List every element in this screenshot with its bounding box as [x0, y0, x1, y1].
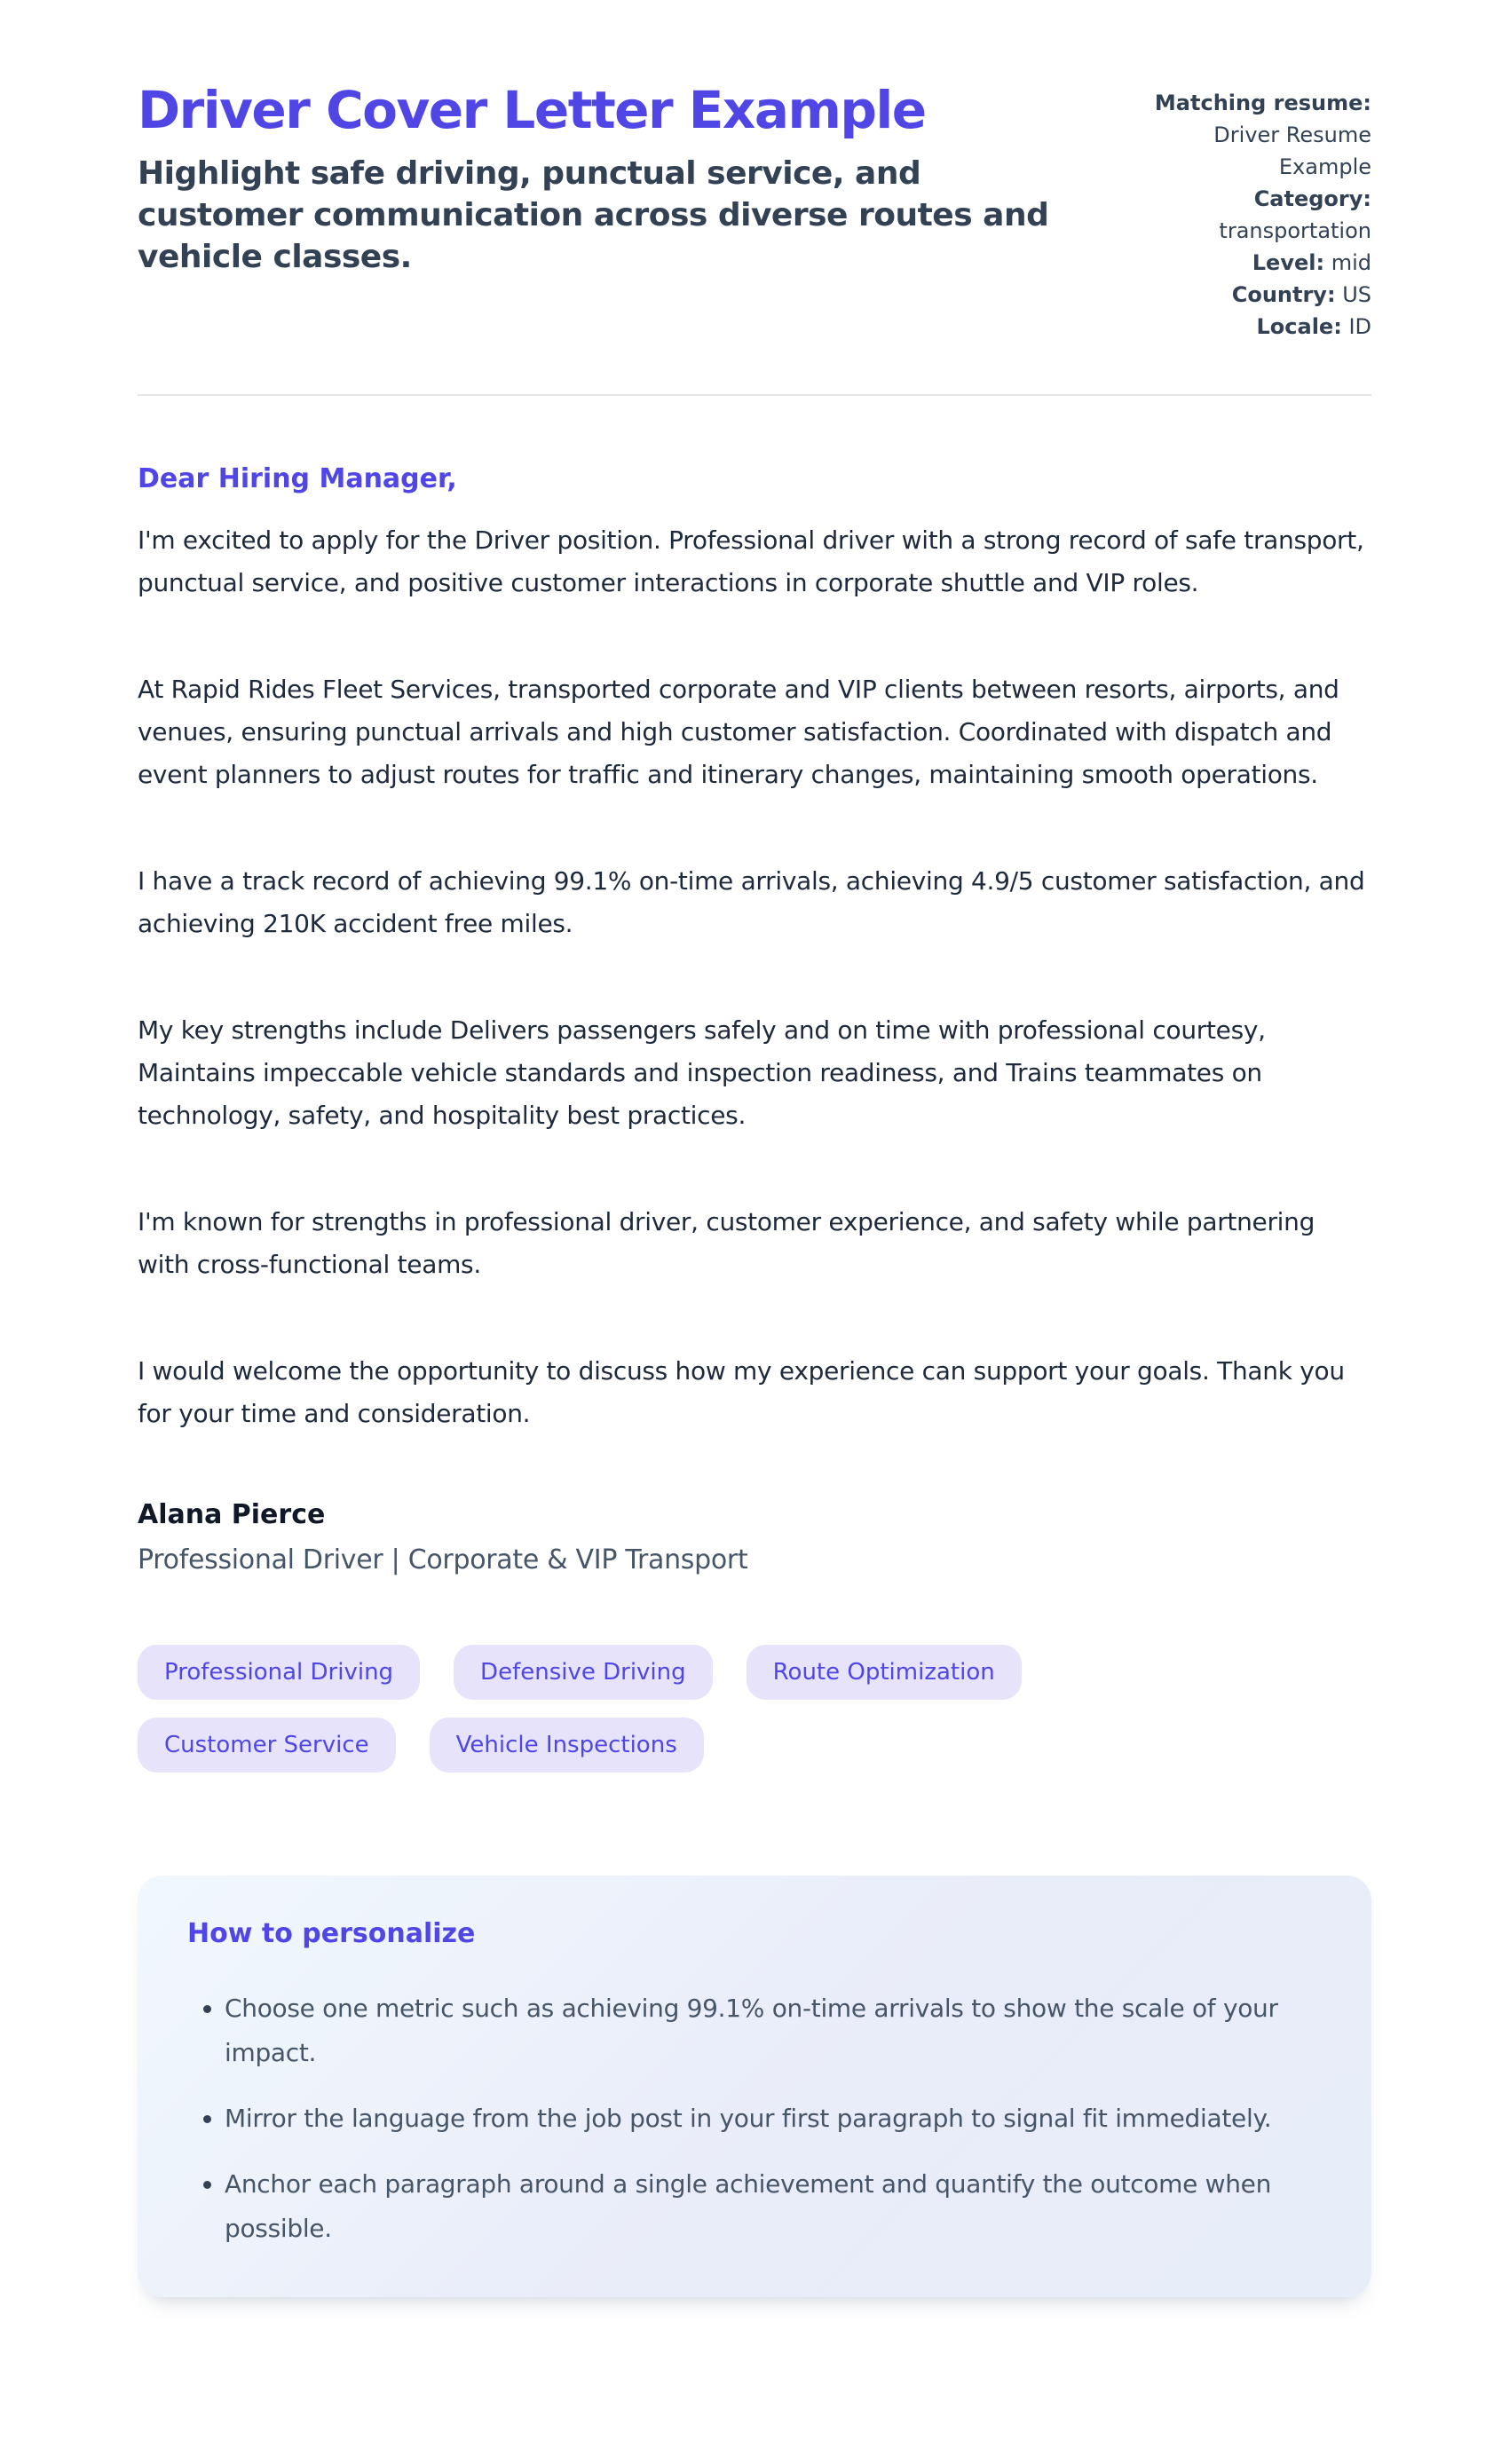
letter-paragraph: I'm known for strengths in professional driver, customer experience, and safety while partnering with cross-functional teams.: [138, 1207, 1315, 1279]
skill-tag: Defensive Driving: [454, 1645, 713, 1700]
meta-category: [1150, 183, 1371, 247]
meta-value: US: [1342, 282, 1371, 307]
page-subtitle: Highlight safe driving, punctual service, and customer communication across diverse routes and vehicle classes.: [138, 154, 1049, 275]
meta-label: Category:: [1253, 186, 1371, 211]
tips-list: [187, 1986, 1322, 2251]
signature-name: Alana Pierce: [138, 1499, 326, 1530]
letter-paragraph: My key strengths include Delivers passengers safely and on time with professional courtesy, Maintains impeccable vehicle standards and inspection readiness, and Trains teammates on technology, safety, and hospitality best practices.: [138, 1015, 1266, 1130]
tip-item: • Anchor each paragraph around a single achievement and quantify the outcome when possible.: [225, 2162, 1308, 2251]
skill-tag: Professional Driving: [138, 1645, 420, 1700]
salutation: Dear Hiring Manager,: [138, 463, 457, 494]
tip-item: • Mirror the language from the job post in your first paragraph to signal fit immediately.: [225, 2097, 1308, 2141]
meta-label: Country:: [1231, 282, 1336, 307]
letter-paragraph: I'm excited to apply for the Driver position. Professional driver with a strong record of safe transport, punctual service, and positive customer interactions in corporate shuttle and VIP roles.: [138, 525, 1364, 597]
meta-matching-resume: [1150, 87, 1371, 183]
cover-letter-body: [138, 463, 1371, 1576]
page-title: Driver Cover Letter Example: [138, 80, 926, 140]
meta-value: mid: [1331, 250, 1371, 275]
signature-role: Professional Driver | Corporate & VIP Transport: [138, 1544, 748, 1576]
meta-value: ID: [1348, 314, 1371, 339]
header: [138, 82, 1371, 343]
header-title-block: [138, 82, 1114, 278]
personalize-tips-card: [138, 1876, 1371, 2297]
meta-level: [1150, 247, 1371, 279]
meta-value: transportation: [1219, 218, 1371, 243]
meta-value: Driver Resume Example: [1213, 122, 1371, 179]
skill-tag: Route Optimization: [747, 1645, 1022, 1700]
skill-tag: Customer Service: [138, 1718, 396, 1773]
skill-tag: Vehicle Inspections: [430, 1718, 704, 1773]
skill-tag-list: [138, 1645, 1203, 1773]
meta-label: Locale:: [1256, 314, 1342, 339]
tip-item: • Choose one metric such as achieving 99.1% on-time arrivals to show the scale of your impact.: [225, 1986, 1308, 2075]
resume-meta: [1150, 82, 1371, 343]
meta-country: [1150, 279, 1371, 311]
letter-paragraph: At Rapid Rides Fleet Services, transported corporate and VIP clients between resorts, airports, and venues, ensuring punctual arrivals and high customer satisfaction. Coordinated with dispatch and event planners to adjust routes for traffic and itinerary changes, maintaining smooth operations.: [138, 675, 1339, 789]
divider: [138, 394, 1371, 396]
letter-paragraph: I would welcome the opportunity to discuss how my experience can support your goals. Thank you for your time and consideration.: [138, 1356, 1345, 1428]
meta-label: Matching resume:: [1154, 91, 1371, 115]
tips-title: How to personalize: [187, 1918, 476, 1949]
letter-paragraph: I have a track record of achieving 99.1% on-time arrivals, achieving 4.9/5 customer satisfaction, and achieving 210K accident free miles.: [138, 866, 1365, 938]
meta-label: Level:: [1252, 250, 1325, 275]
meta-locale: [1150, 311, 1371, 343]
